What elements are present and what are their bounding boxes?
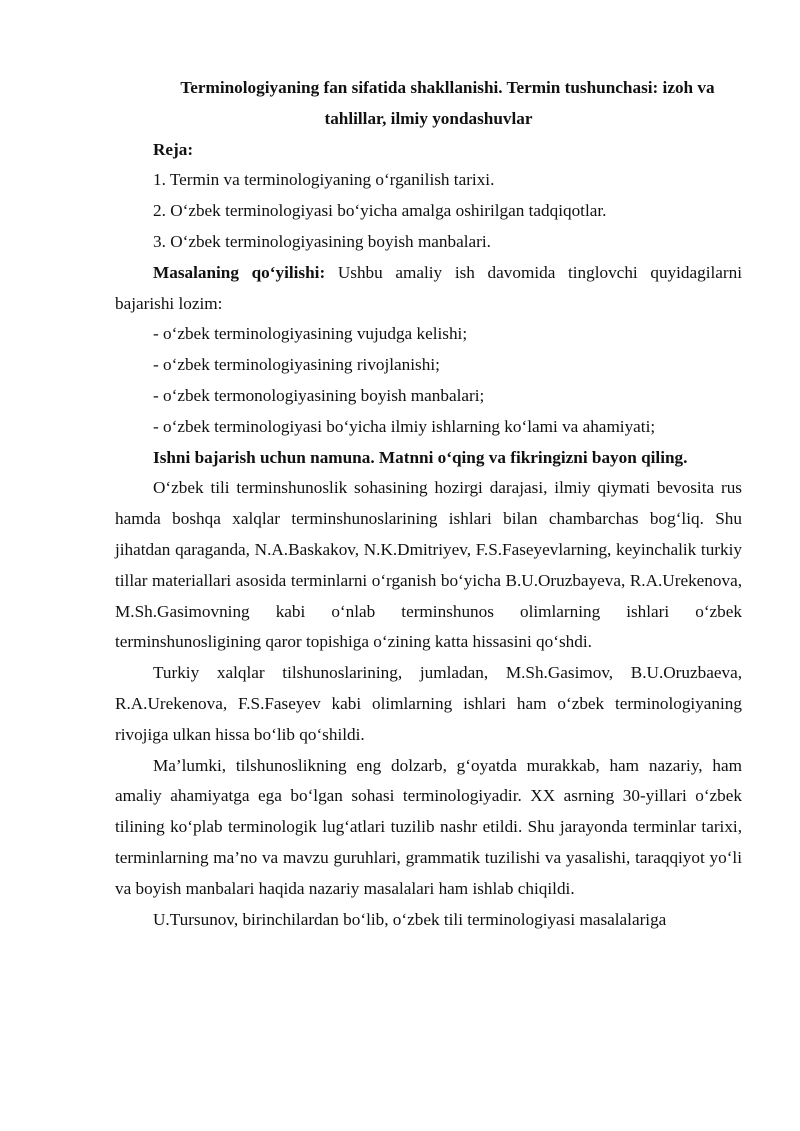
body-paragraph: U.Tursunov, birinchilardan bo‘lib, o‘zbek tili terminologiyasi masalalariga — [153, 909, 667, 929]
body-paragraph: O‘zbek tili terminshunoslik sohasining hozirgi darajasi, ilmiy qiymati bevosita rus hamda boshqa xalqlar terminshunoslarining ishlari bilan chambarchas bog‘liq. Shu jihatdan qaraganda, N.A.Baskakov, N.K.Dmitriyev, F.S.Faseyevlarning, keyinchalik turkiy tillar materiallari asosida terminlarni o‘rganish bo‘yicha B.U.Oruzbayeva, R.A.Urekenova, M.Sh.Gasimovning kabi o‘nlab terminshunos olimlarning ishlari o‘zbek terminshunosligining qaror topishiga o‘zining katta hissasini qo‘shdi. — [115, 478, 742, 652]
body-paragraph: Ma’lumki, tilshunoslikning eng dolzarb, g‘oyatda murakkab, ham nazariy, ham amaliy ahamiyatga ega bo‘lgan sohasi terminologiyadir. XX asrning 30-yillari o‘zbek tilining ko‘plab terminologik lug‘atlari tuzilib nashr etildi. Shu jarayonda terminlar tarixi, terminlarning ma’no va mavzu guruhlari, grammatik tuzilishi va yasalishi, taraqqiyot yo‘li va boyish manbalari haqida nazariy masalalari ham ishlab chiqildi. — [115, 755, 742, 898]
body-paragraph: Turkiy xalqlar tilshunoslarining, jumladan, M.Sh.Gasimov, B.U.Oruzbaeva, R.A.Urekenova, F.S.Faseyev kabi olimlarning ishlari ham o‘zbek terminologiyaning rivojiga ulkan hissa bo‘lib qo‘shildi. — [115, 663, 742, 744]
sample-heading: Ishni bajarish uchun namuna. Matnni o‘qing va fikringizni bayon qiling. — [153, 447, 688, 467]
plan-item: 2. O‘zbek terminologiyasi bo‘yicha amalga oshirilgan tadqiqotlar. — [153, 201, 607, 221]
task-item: - o‘zbek terminologiyasining rivojlanishi; — [153, 355, 440, 375]
plan-item: 3. O‘zbek terminologiyasining boyish manbalari. — [153, 231, 491, 251]
document-title: Terminologiyaning fan sifatida shakllanishi. Termin tushunchasi: izoh va tahlillar, ilmiy yondashuvlar — [180, 78, 715, 128]
task-item: - o‘zbek terminologiyasi bo‘yicha ilmiy ishlarning ko‘lami va ahamiyati; — [153, 416, 656, 436]
document-page — [115, 73, 742, 935]
task-text: Ushbu amaliy ish davomida tinglovchi quyidagilarni bajarishi lozim: — [115, 262, 742, 313]
task-label: Masalaning qo‘yilishi: — [153, 262, 326, 282]
task-statement — [115, 258, 742, 320]
plan-item: 1. Termin va terminologiyaning o‘rganilish tarixi. — [153, 170, 495, 190]
task-item: - o‘zbek terminologiyasining vujudga kelishi; — [153, 324, 468, 344]
plan-heading: Reja: — [153, 139, 194, 159]
task-item: - o‘zbek termonologiyasining boyish manbalari; — [153, 385, 485, 405]
